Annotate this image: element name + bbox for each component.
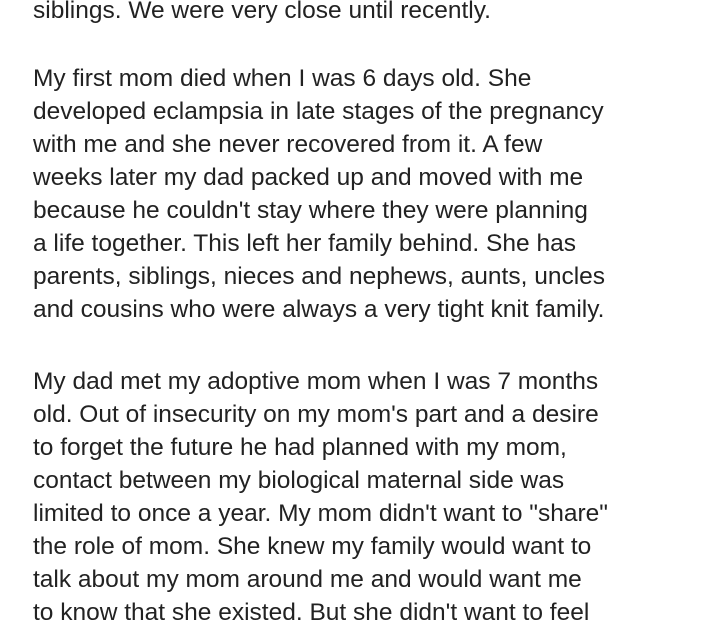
- text-line: contact between my biological maternal side was: [33, 467, 565, 494]
- text-line: to forget the future he had planned with my mom,: [33, 434, 567, 461]
- text-line: with me and she never recovered from it. A few: [33, 131, 543, 158]
- text-line: weeks later my dad packed up and moved with me: [33, 164, 584, 191]
- text-line: to know that she existed. But she didn't want to feel: [33, 599, 590, 620]
- text-line: My dad met my adoptive mom when I was 7 months: [33, 368, 599, 395]
- text-line: because he couldn't stay where they were planning: [33, 197, 588, 224]
- text-line: and cousins who were always a very tight knit family.: [33, 296, 605, 323]
- text-line: old. Out of insecurity on my mom's part and a desire: [33, 401, 599, 428]
- paragraph-3: [33, 365, 713, 620]
- text-line: limited to once a year. My mom didn't want to "share": [33, 500, 608, 527]
- paragraph-1: [33, 0, 713, 27]
- text-line: talk about my mom around me and would want me: [33, 566, 582, 593]
- text-line: developed eclampsia in late stages of the pregnancy: [33, 98, 604, 125]
- text-line: My first mom died when I was 6 days old. She: [33, 65, 532, 92]
- text-line: parents, siblings, nieces and nephews, aunts, uncles: [33, 263, 606, 290]
- text-line: a life together. This left her family behind. She has: [33, 230, 576, 257]
- text-line: the role of mom. She knew my family would want to: [33, 533, 592, 560]
- text-line: siblings. We were very close until recently.: [33, 0, 491, 24]
- paragraph-2: [33, 62, 713, 326]
